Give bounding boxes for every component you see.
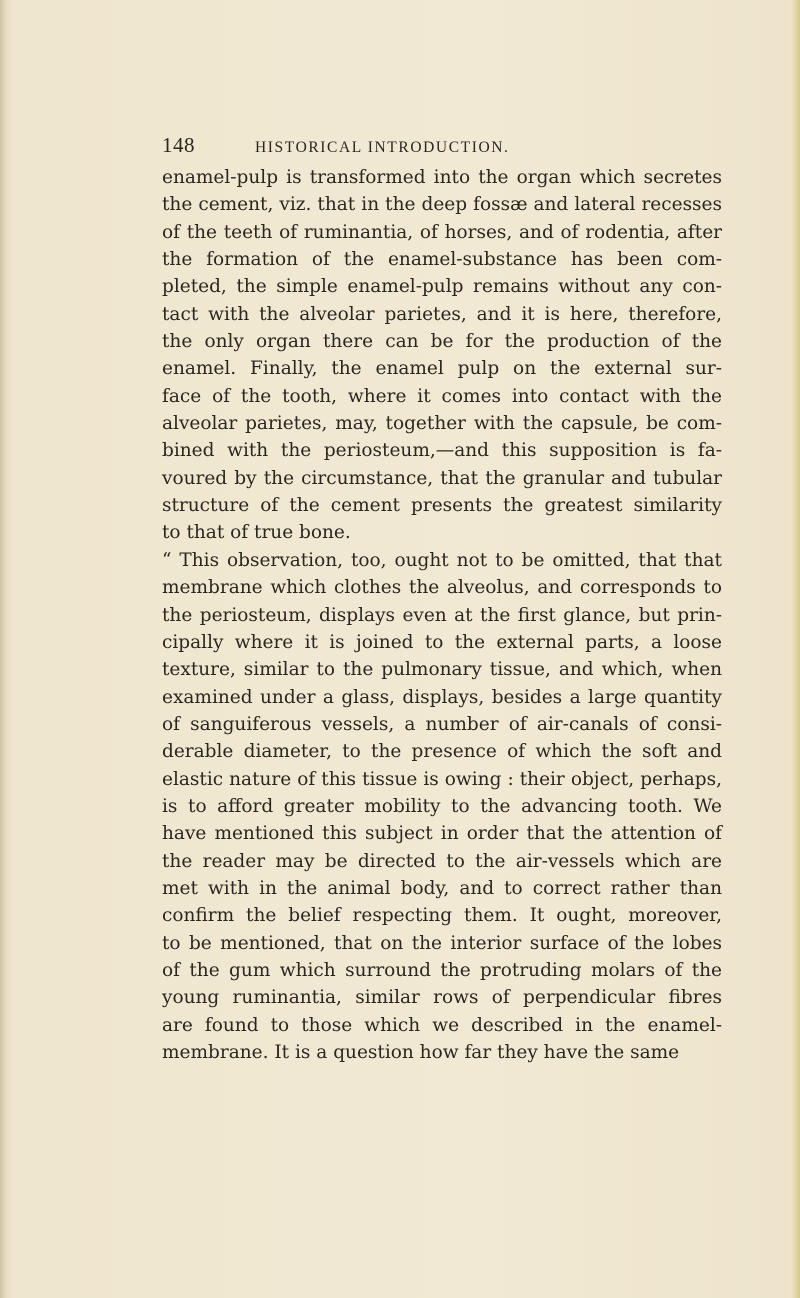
text-line: the only organ there can be for the production of the — [162, 331, 722, 353]
text-line: of the gum which surround the protruding molars of the — [162, 959, 722, 981]
text-line: of the teeth of ruminantia, of horses, and of rodentia, after — [162, 221, 722, 243]
text-line: texture, similar to the pulmonary tissue, and which, when — [162, 659, 722, 681]
page-number: 148 — [162, 133, 195, 157]
text-line: the periosteum, displays even at the first glance, but prin- — [162, 604, 722, 626]
text-line: tact with the alveolar parietes, and it is here, therefore, — [162, 303, 722, 325]
page-header — [162, 133, 722, 158]
running-head: HISTORICAL INTRODUCTION. — [255, 139, 510, 156]
text-line: membrane. It is a question how far they have the same — [162, 1042, 680, 1063]
text-line: met with in the animal body, and to correct rather than — [162, 877, 722, 899]
text-line: alveolar parietes, may, together with the capsule, be com- — [162, 413, 722, 435]
text-line: pleted, the simple enamel-pulp remains without any con- — [162, 276, 722, 298]
page-gutter-shadow — [0, 0, 6, 1298]
text-line: bined with the periosteum,—and this supposition is fa- — [162, 440, 722, 462]
text-line: to that of true bone. — [162, 522, 351, 544]
text-line: enamel. Finally, the enamel pulp on the external sur- — [162, 358, 722, 380]
text-line: “ This observation, too, ought not to be omitted, that that — [162, 549, 722, 571]
text-line: are found to those which we described in the enamel- — [162, 1014, 722, 1036]
text-line: derable diameter, to the presence of which the soft and — [162, 741, 722, 763]
text-line: the cement, viz. that in the deep fossæ and lateral recesses — [162, 194, 722, 216]
text-line: the reader may be directed to the air-vessels which are — [162, 850, 722, 872]
text-line: membrane which clothes the alveolus, and corresponds to — [162, 577, 722, 599]
text-line: confirm the belief respecting them. It ought, moreover, — [162, 905, 722, 927]
text-line: elastic nature of this tissue is owing : their object, perhaps, — [162, 768, 722, 790]
text-line: have mentioned this subject in order that the attention of — [162, 823, 722, 845]
text-line: to be mentioned, that on the interior surface of the lobes — [162, 932, 722, 954]
text-line: voured by the circumstance, that the granular and tubular — [162, 467, 722, 489]
text-line: cipally where it is joined to the external parts, a loose — [162, 631, 722, 653]
text-line: face of the tooth, where it comes into contact with the — [162, 385, 722, 407]
text-line: is to afford greater mobility to the advancing tooth. We — [162, 795, 722, 817]
text-line: examined under a glass, displays, besides a large quantity — [162, 686, 722, 708]
text-line: of sanguiferous vessels, a number of air-canals of consi- — [162, 713, 722, 735]
page-edge — [790, 0, 800, 1298]
text-line: structure of the cement presents the greatest similarity — [162, 495, 722, 517]
text-line: the formation of the enamel-substance has been com- — [162, 249, 722, 271]
body-text — [162, 164, 722, 1066]
text-line: young ruminantia, similar rows of perpendicular fibres — [162, 987, 722, 1009]
text-line: enamel-pulp is transformed into the organ which secretes — [162, 167, 722, 188]
